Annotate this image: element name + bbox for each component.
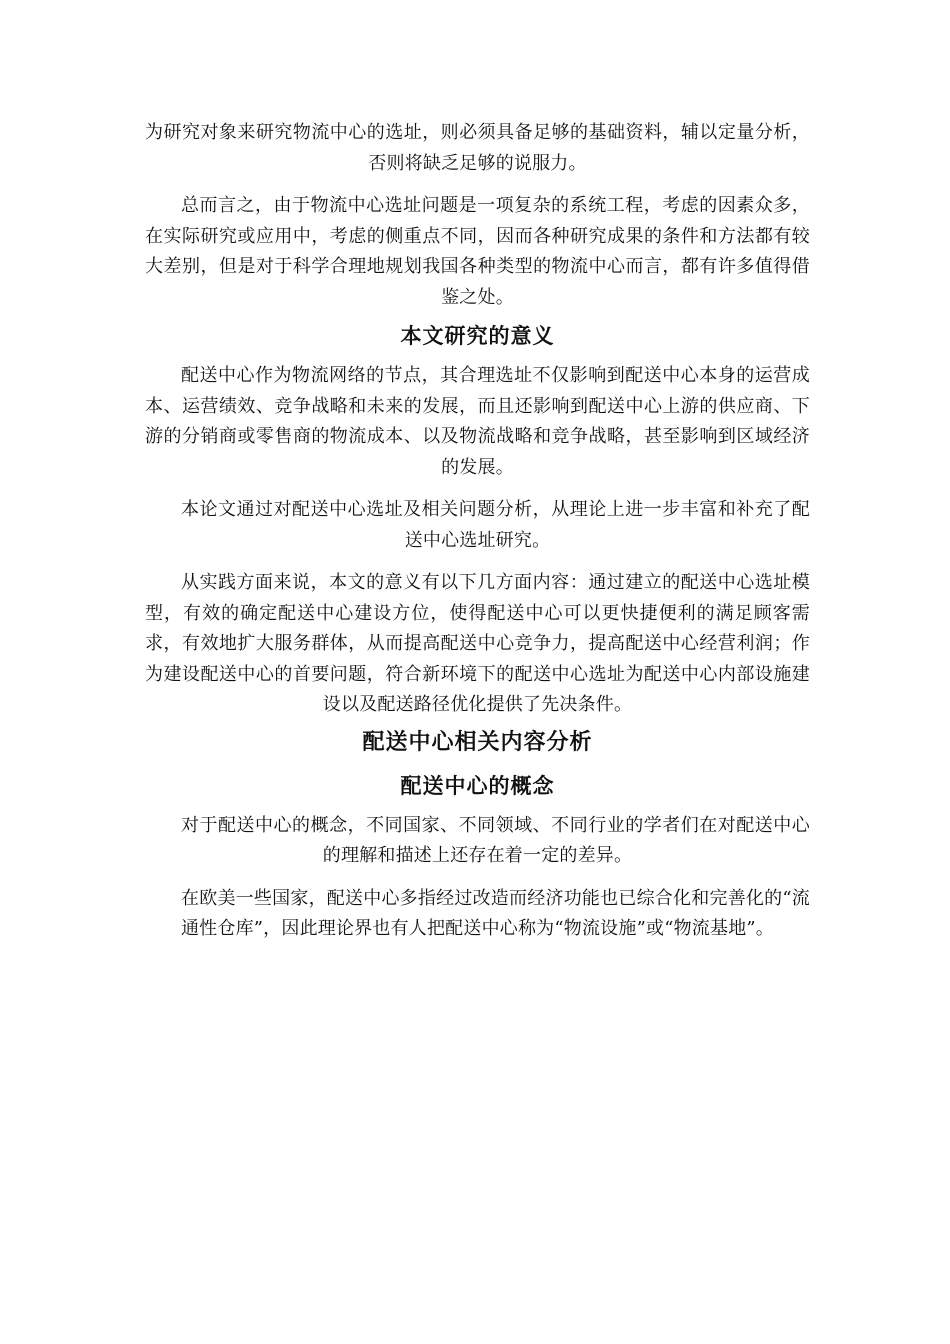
paragraph-theory-contribution: 本论文通过对配送中心选址及相关问题分析，从理论上进一步丰富和补充了配送中心选址研究。: [181, 499, 810, 551]
heading-research-significance: 本文研究的意义: [400, 323, 555, 348]
paragraph-practice-significance: 从实践方面来说，本文的意义有以下几方面内容：通过建立的配送中心选址模型，有效的确定配送中心建设方位，使得配送中心可以更快捷便利的满足顾客需求，有效地扩大服务群体，从而提高配送中心竞争力，提高配送中心经营利润；作为建设配送中心的首要问题，符合新环境下的配送中心选址为配送中心内部设施建设以及配送路径优化提供了先决条件。: [145, 572, 810, 715]
heading-content-analysis: 配送中心相关内容分析: [362, 728, 593, 755]
paragraph-node-importance: 配送中心作为物流网络的节点，其合理选址不仅影响到配送中心本身的运营成本、运营绩效、竞争战略和未来的发展，而且还影响到配送中心上游的供应商、下游的分销商或零售商的物流成本、以及物流战略和竞争战略，甚至影响到区域经济的发展。: [145, 365, 810, 478]
paragraph-western-definition: 在欧美一些国家，配送中心多指经过改造而经济功能也已综合化和完善化的“流通性仓库”，因此理论界也有人把配送中心称为“物流设施”或“物流基地”。: [180, 887, 810, 939]
paragraph-research-basis: 为研究对象来研究物流中心的选址，则必须具备足够的基础资料，辅以定量分析，否则将缺乏足够的说服力。: [145, 122, 810, 174]
paragraph-concept-differences: 对于配送中心的概念，不同国家、不同领域、不同行业的学者们在对配送中心的理解和描述上还存在着一定的差异。: [181, 814, 810, 866]
heading-concept: 配送中心的概念: [400, 772, 555, 798]
paragraph-summary: 总而言之，由于物流中心选址问题是一项复杂的系统工程，考虑的因素众多，在实际研究或应用中，考虑的侧重点不同，因而各种研究成果的条件和方法都有较大差别，但是对于科学合理地规划我国各种类型的物流中心而言，都有许多值得借鉴之处。: [145, 195, 810, 308]
document-page: [145, 118, 810, 945]
